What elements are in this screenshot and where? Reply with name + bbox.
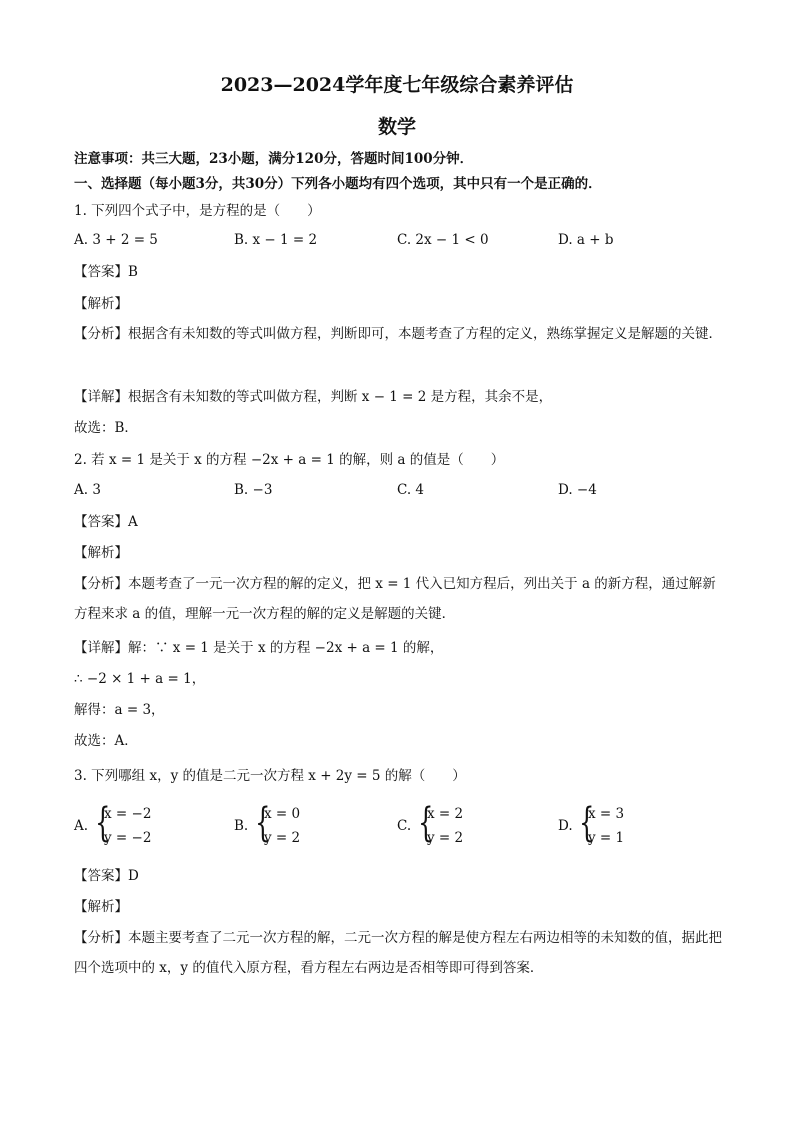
detail-text: 解：∵ x = 1 是关于 x 的方程 −2x + a = 1 的解， <box>128 640 444 656</box>
equation-y: y = −2 <box>104 830 152 846</box>
notice-text: 注意事项：共三大题，23小题，满分120分，答题时间100分钟． <box>74 151 474 167</box>
q2-option-c: C. 4 <box>397 482 425 498</box>
q2-option-b: B. −3 <box>234 482 273 498</box>
option-label: C. <box>397 818 412 834</box>
page-title: 2023—2024学年度七年级综合素养评估 <box>220 74 574 96</box>
fenxi-text: 本题考查了一元一次方程的解的定义，把 x = 1 代入已知方程后，列出关于 a 的新方程，通过解新方程来求 a 的值，理解一元一次方程的解的定义是解题的关键． <box>74 576 716 622</box>
answer-value: A <box>128 514 138 530</box>
equation-x: x = −2 <box>104 806 152 822</box>
subject-title: 数学 <box>377 116 416 138</box>
equation-x: x = 3 <box>588 806 625 822</box>
option-label: D. <box>558 818 573 834</box>
q1-fenxi <box>74 319 724 349</box>
q2-step-2: 解得：a = 3， <box>74 702 165 718</box>
q2-conclusion: 故选：A． <box>74 733 138 749</box>
question-3-stem: 3. 下列哪组 x，y 的值是二元一次方程 x + 2y = 5 的解（ ） <box>74 768 466 784</box>
q1-conclusion: 故选：B． <box>74 420 138 436</box>
answer-label: 【答案】 <box>74 514 128 530</box>
option-label: B. <box>234 818 249 834</box>
fenxi-text: 根据含有未知数的等式叫做方程，判断即可，本题考查了方程的定义，熟练掌握定义是解题的关键． <box>128 326 722 342</box>
brace-glyph: { <box>255 800 271 846</box>
q1-detail <box>74 387 552 407</box>
q2-answer <box>74 512 138 532</box>
q3-fenxi <box>74 923 724 983</box>
equation-y: y = 2 <box>264 830 301 846</box>
q1-option-b: B. x − 1 = 2 <box>234 232 318 248</box>
q2-analysis-label: 【解析】 <box>74 545 128 561</box>
q1-option-d: D. a + b <box>558 232 614 248</box>
fenxi-label: 【分析】 <box>74 576 128 592</box>
option-label: A. <box>74 818 89 834</box>
brace-glyph: { <box>579 800 595 846</box>
fenxi-label: 【分析】 <box>74 326 128 342</box>
q2-step-1: ∴ −2 × 1 + a = 1， <box>74 671 206 687</box>
equation-x: x = 0 <box>264 806 301 822</box>
brace-glyph: { <box>95 800 111 846</box>
brace-glyph: { <box>418 800 434 846</box>
q2-detail <box>74 638 443 658</box>
q1-answer <box>74 262 138 282</box>
detail-label: 【详解】 <box>74 640 128 656</box>
equation-y: y = 1 <box>588 830 625 846</box>
q1-analysis-label: 【解析】 <box>74 296 128 312</box>
answer-label: 【答案】 <box>74 868 128 884</box>
section-heading: 一、选择题（每小题3分，共30分）下列各小题均有四个选项，其中只有一个是正确的． <box>74 176 602 192</box>
detail-text: 根据含有未知数的等式叫做方程，判断 x − 1 = 2 是方程，其余不是， <box>128 389 553 405</box>
question-1-stem: 1. 下列四个式子中，是方程的是（ ） <box>74 203 321 219</box>
q2-option-a: A. 3 <box>74 482 101 498</box>
detail-label: 【详解】 <box>74 389 128 405</box>
q2-fenxi <box>74 569 724 629</box>
answer-value: B <box>128 264 138 280</box>
equation-x: x = 2 <box>427 806 464 822</box>
q1-option-c: C. 2x − 1 < 0 <box>397 232 489 248</box>
q1-option-a: A. 3 + 2 = 5 <box>74 232 158 248</box>
answer-value: D <box>128 868 139 884</box>
q2-option-d: D. −4 <box>558 482 597 498</box>
q3-analysis-label: 【解析】 <box>74 899 128 915</box>
fenxi-text: 本题主要考查了二元一次方程的解，二元一次方程的解是使方程左右两边相等的未知数的值，据此把四个选项中的 x，y 的值代入原方程，看方程左右两边是否相等即可得到答案． <box>74 930 722 976</box>
equation-y: y = 2 <box>427 830 464 846</box>
fenxi-label: 【分析】 <box>74 930 128 946</box>
q3-answer <box>74 866 139 886</box>
question-2-stem: 2. 若 x = 1 是关于 x 的方程 −2x + a = 1 的解，则 a 的值是（ ） <box>74 452 505 468</box>
answer-label: 【答案】 <box>74 264 128 280</box>
